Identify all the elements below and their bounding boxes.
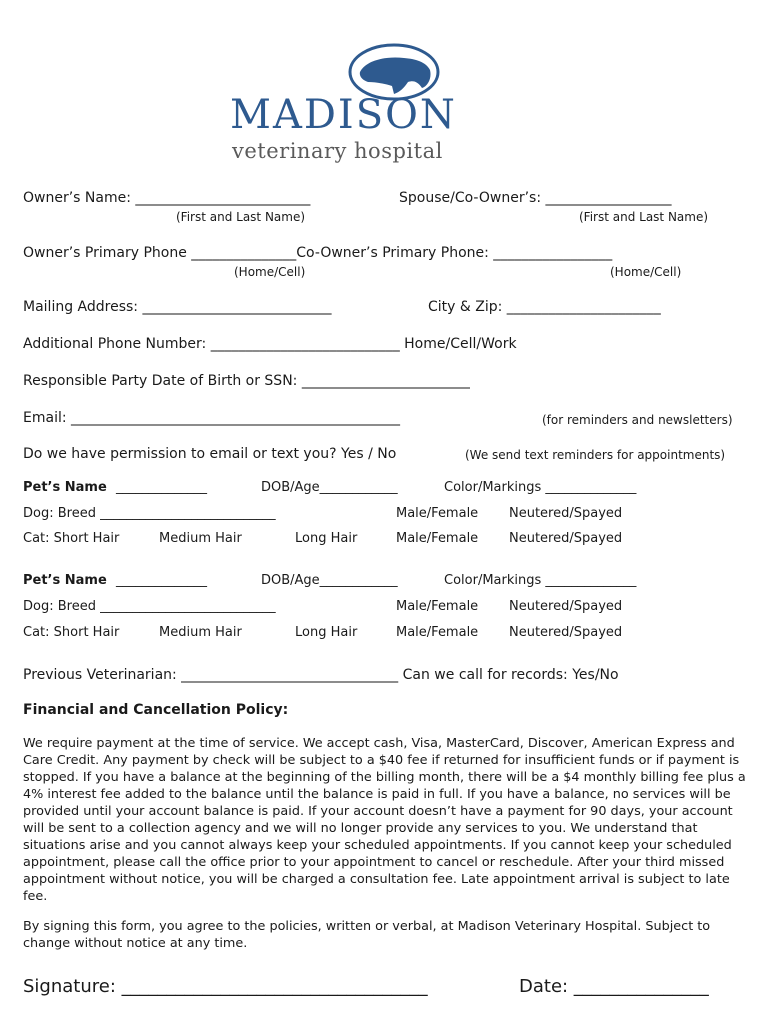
logo-title: MADISON xyxy=(230,92,457,138)
signature-field[interactable]: Signature: __________________________________ xyxy=(23,976,428,997)
spouse-name-hint: (First and Last Name) xyxy=(579,210,709,224)
spouse-name-field[interactable]: Spouse/Co-Owner’s: __________________ xyxy=(399,190,672,206)
contact-permission[interactable]: Do we have permission to email or text you? Yes / No xyxy=(23,446,397,462)
pet-1-cat-short-hair-option[interactable]: Cat: Short Hair xyxy=(23,531,120,546)
pet-2-dob-field[interactable]: DOB/Age____________ xyxy=(261,573,398,588)
policy-agreement: By signing this form, you agree to the policies, written or verbal, at Madison Veterinary Hospital. Subject to change without notice at any time. xyxy=(23,919,711,951)
pet-2-cat-medium-hair-option[interactable]: Medium Hair xyxy=(159,625,242,640)
permission-note: (We send text reminders for appointments) xyxy=(465,448,726,462)
pet-2-cat-long-hair-option[interactable]: Long Hair xyxy=(295,625,358,640)
pet-2-dog-neutered-option[interactable]: Neutered/Spayed xyxy=(509,599,623,614)
city-zip-field[interactable]: City & Zip: ______________________ xyxy=(428,299,661,315)
pet-2-dog-breed-field[interactable]: Dog: Breed ___________________________ xyxy=(23,599,276,614)
pet-1-cat-medium-hair-option[interactable]: Medium Hair xyxy=(159,531,242,546)
pet-2-name-field[interactable]: ______________ xyxy=(116,573,207,588)
previous-veterinarian-field[interactable]: Previous Veterinarian: _______________________________ Can we call for records: Yes/No xyxy=(23,667,619,683)
pet-1-dog-neutered-option[interactable]: Neutered/Spayed xyxy=(509,506,623,521)
pet-2-cat-short-hair-option[interactable]: Cat: Short Hair xyxy=(23,625,120,640)
owner-name-field[interactable]: Owner’s Name: _________________________ xyxy=(23,190,311,206)
additional-phone-field[interactable]: Additional Phone Number: ___________________________ Home/Cell/Work xyxy=(23,336,517,352)
pet-2-name-label: Pet’s Name xyxy=(23,573,107,588)
pet-2-cat-neutered-option[interactable]: Neutered/Spayed xyxy=(509,625,623,640)
email-field[interactable]: Email: _______________________________________________ xyxy=(23,410,401,426)
policy-paragraph: We require payment at the time of service. We accept cash, Visa, MasterCard, Discover, American Express and Care Credit. Any payment by check will be subject to a $40 fee if returned for insufficient funds or if payment is stopped. If you have a balance at the beginning of the billing month, there will be a $4 monthly billing fee plus a 4% interest fee added to the balance until the balance is paid in full. If you have a balance, no services will be provided until your account balance is paid. If your account doesn’t have a payment for 90 days, your account will be sent to a collection agency and we will no longer provide any services to you. We understand that situations arise and you cannot always keep your scheduled appointments. If you cannot keep your scheduled appointment, please call the office prior to your appointment to cancel or reschedule. After your third missed appointment without notice, you will be charged a consultation fee. Late appointment arrival is subject to late fee. xyxy=(23,736,746,904)
pet-1-name-label: Pet’s Name xyxy=(23,480,107,495)
co-owner-phone-hint: (Home/Cell) xyxy=(610,265,682,279)
logo-subtitle: veterinary hospital xyxy=(232,139,443,163)
pet-1-cat-sex-option[interactable]: Male/Female xyxy=(396,531,479,546)
pet-2-dog-sex-option[interactable]: Male/Female xyxy=(396,599,479,614)
pet-1-dog-breed-field[interactable]: Dog: Breed ___________________________ xyxy=(23,506,276,521)
responsible-party-dob-field[interactable]: Responsible Party Date of Birth or SSN: ________________________ xyxy=(23,373,470,389)
pet-1-dog-sex-option[interactable]: Male/Female xyxy=(396,506,479,521)
owner-name-hint: (First and Last Name) xyxy=(176,210,306,224)
phone-field[interactable]: Owner’s Primary Phone _______________Co-Owner’s Primary Phone: _________________ xyxy=(23,245,613,261)
date-field[interactable]: Date: _______________ xyxy=(519,976,709,997)
pet-1-color-field[interactable]: Color/Markings ______________ xyxy=(444,480,637,495)
policy-heading: Financial and Cancellation Policy: xyxy=(23,702,289,718)
pet-1-dob-field[interactable]: DOB/Age____________ xyxy=(261,480,398,495)
pet-2-color-field[interactable]: Color/Markings ______________ xyxy=(444,573,637,588)
email-note: (for reminders and newsletters) xyxy=(542,413,733,427)
pet-1-cat-long-hair-option[interactable]: Long Hair xyxy=(295,531,358,546)
pet-2-cat-sex-option[interactable]: Male/Female xyxy=(396,625,479,640)
pet-1-cat-neutered-option[interactable]: Neutered/Spayed xyxy=(509,531,623,546)
owner-phone-hint: (Home/Cell) xyxy=(234,265,306,279)
pet-1-name-field[interactable]: ______________ xyxy=(116,480,207,495)
mailing-address-field[interactable]: Mailing Address: ___________________________ xyxy=(23,299,332,315)
